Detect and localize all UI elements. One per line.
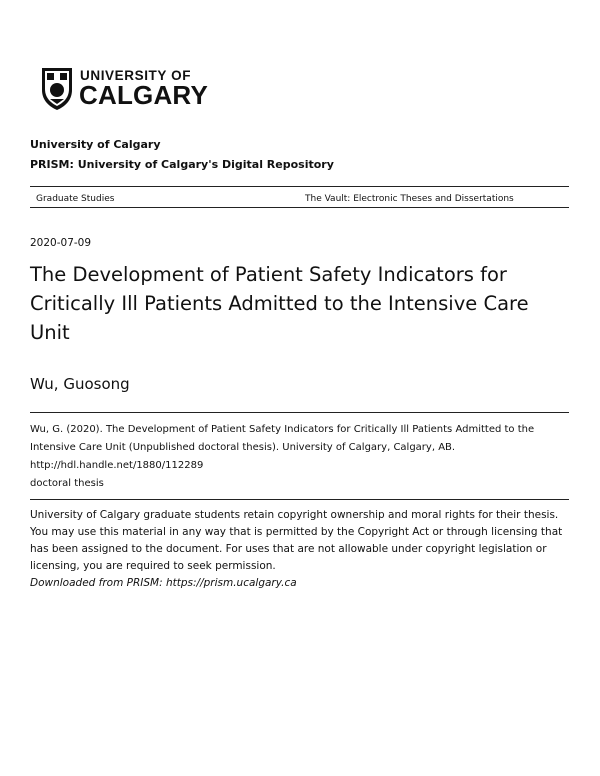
collection-label: Graduate Studies bbox=[36, 194, 115, 204]
citation-rule-bottom bbox=[30, 499, 569, 500]
crest-icon bbox=[40, 66, 74, 112]
repository-name: PRISM: University of Calgary's Digital Repository bbox=[30, 158, 334, 171]
rights-statement bbox=[30, 507, 570, 592]
university-logo bbox=[40, 66, 210, 114]
header-rule-bottom bbox=[30, 207, 569, 208]
thesis-title: The Development of Patient Safety Indicators for Critically Ill Patients Admitted to the Intensive Care Unit bbox=[30, 263, 529, 344]
rights-text: University of Calgary graduate students retain copyright ownership and moral rights for their thesis. You may use this material in any way that is permitted by the Copyright Act or through licensing that has been assigned to the document. For uses that are not allowable under copyright legislation or licensing, you are required to seek permission. bbox=[30, 509, 563, 572]
institution-name: University of Calgary bbox=[30, 138, 161, 151]
logo-wordmark-line2: CALGARY bbox=[79, 80, 208, 110]
handle-link[interactable]: http://hdl.handle.net/1880/112289 bbox=[30, 460, 204, 471]
author-name: Wu, Guosong bbox=[30, 375, 130, 393]
series-label: The Vault: Electronic Theses and Dissertations bbox=[305, 194, 514, 204]
citation-text: Wu, G. (2020). The Development of Patient Safety Indicators for Critically Ill Patients Admitted to the Intensive Care Unit (Unpublished doctoral thesis). University of Calgary, Calgary, AB. bbox=[30, 424, 535, 453]
header-rule-top bbox=[30, 186, 569, 187]
citation-rule-top bbox=[30, 412, 569, 413]
document-type: doctoral thesis bbox=[30, 478, 104, 489]
logo-wordmark-line1: UNIVERSITY OF bbox=[80, 68, 192, 83]
publication-date: 2020-07-09 bbox=[30, 237, 92, 249]
download-source: Downloaded from PRISM: https://prism.ucalgary.ca bbox=[30, 577, 297, 589]
citation-block bbox=[30, 421, 570, 493]
